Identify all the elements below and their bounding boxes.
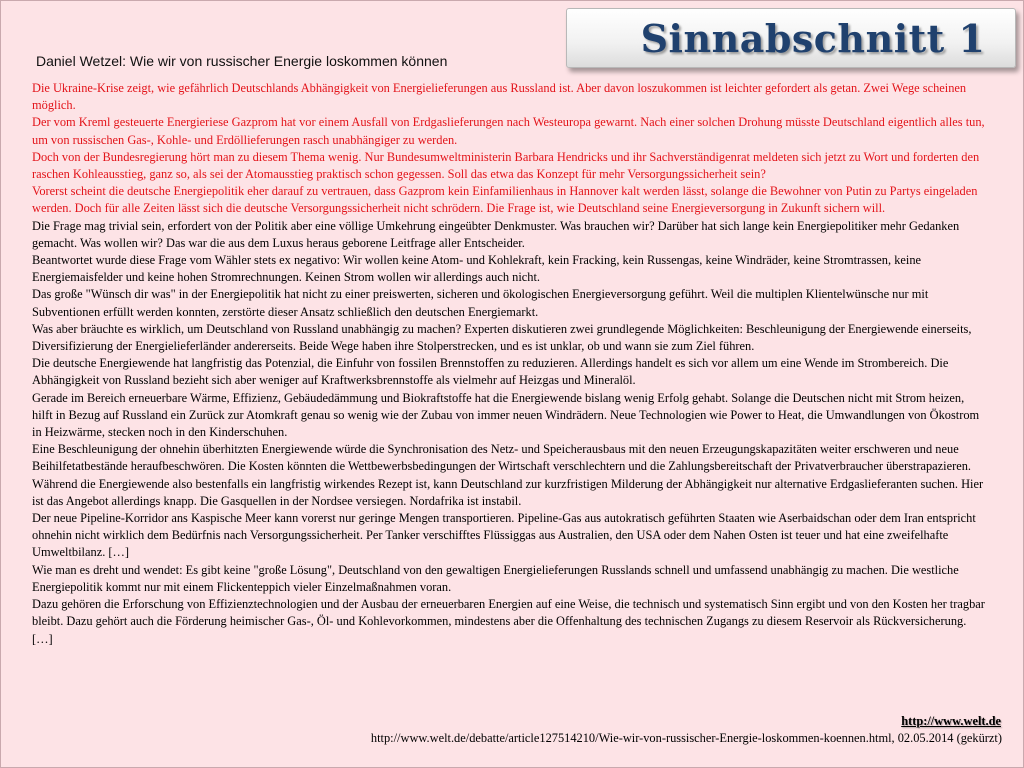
article-paragraph: Dazu gehören die Erforschung von Effizienztechnologien und der Ausbau der erneuerbaren Energien auf eine Weise, die technisch und systematisch Sinn ergibt und von den Kosten her tragbar bleibt. Dazu gehört auch die Förderung heimischer Gas-, Öl- und Kohlevorkommen, mindestens aber die Offenhaltung des technischen Zugangs zu diesem Reservoir als Rückversicherung. […] bbox=[32, 597, 985, 646]
article-paragraph: Vorerst scheint die deutsche Energiepolitik eher darauf zu vertrauen, dass Gazprom kein Einfamilienhaus in Hannover kalt werden lässt, solange die Bewohner von Putin zu Partys eingeladen werden. Doch für alle Zeiten lässt sich die deutsche Versorgungssicherheit nicht schrödern. Die Frage ist, wie Deutschland seine Energieversorgung in Zukunft sichern will. bbox=[32, 184, 978, 216]
title-banner bbox=[566, 8, 1016, 68]
article-paragraph: Wie man es dreht und wendet: Es gibt keine "große Lösung", Deutschland von den gewaltigen Energielieferungen Russlands schnell und umfassend unabhängig zu machen. Die westliche Energiepolitik kommt nur mit einem Flickenteppich vieler Einzelmaßnahmen voran. bbox=[32, 562, 959, 594]
article-text bbox=[32, 80, 987, 648]
article-paragraph: Die deutsche Energiewende hat langfristig das Potenzial, die Einfuhr von fossilen Brennstoffen zu reduzieren. Allerdings handelt es sich vor allem um eine Wende im Strombereich. Die Abhängigkeit von Russland bezieht sich aber weniger auf Kraftwerksbrennstoffe als vielmehr auf Heizgas und Mineralöl. bbox=[32, 356, 949, 388]
article-paragraph: Eine Beschleunigung der ohnehin überhitzten Energiewende würde die Synchronisation des Netz- und Speicherausbaus mit den neuen Erzeugungskapazitäten weiter erschweren und neue Beihilfetatbestände heraufbeschwören. Die Kosten könnten die Wettbewerbsbedingungen der Wirtschaft verschlechtern und die Zahlungsbereitschaft der Privatverbraucher überstrapazieren. bbox=[32, 442, 972, 474]
source-link[interactable]: http://www.welt.de bbox=[901, 714, 1001, 728]
author-line: Daniel Wetzel: Wie wir von russischer Energie loskommen können bbox=[36, 53, 448, 69]
article-paragraph: Die Frage mag trivial sein, erfordert von der Politik aber eine völlige Umkehrung eingeübter Denkmuster. Was brauchen wir? Darüber hat sich lange kein Energiepolitiker mehr Gedanken gemacht. Was wollen wir? Das war die aus dem Luxus heraus geborene Leitfrage aller Entscheider. bbox=[32, 218, 960, 250]
source-citation: http://www.welt.de/debatte/article127514210/Wie-wir-von-russischer-Energie-loskommen-koennen.html, 02.05.2014 (gekürzt) bbox=[370, 731, 1002, 745]
article-paragraph: Was aber bräuchte es wirklich, um Deutschland von Russland unabhängig zu machen? Experten diskutieren zwei grundlegende Möglichkeiten: Beschleunigung der Energiewende einerseits, Diversifizierung der Energielieferländer andererseits. Beide Wege haben ihre Stolperstrecken, und es ist unklar, ob und wann sie zum Ziel führen. bbox=[32, 321, 972, 354]
article-paragraph: Das große "Wünsch dir was" in der Energiepolitik hat nicht zu einer preiswerten, sicheren und ökologischen Energieversorgung geführt. Weil die multiplen Klientelwünsche nur mit Subventionen erfüllt werden konnten, zerstörte dieser Ansatz schließlich den deutschen Energiemarkt. bbox=[32, 287, 929, 319]
slide-title: Sinnabschnitt 1 bbox=[640, 15, 986, 61]
article-paragraph: Doch von der Bundesregierung hört man zu diesem Thema wenig. Nur Bundesumweltministerin Barbara Hendricks und ihr Sachverständigenrat meldeten sich jetzt zu Wort und forderten den raschen Kohleausstieg, ganz so, als sei der Atomausstieg praktisch schon gegessen. Soll das etwa das Konzept für mehr Versorgungssicherheit sein? bbox=[32, 149, 980, 182]
article-paragraph: Während die Energiewende also bestenfalls ein langfristig wirkendes Rezept ist, kann Deutschland zur kurzfristigen Milderung der Abhängigkeit nur alternative Erdgaslieferanten suchen. Hier ist das Angebot allerdings knapp. Die Gasquellen in der Nordsee versiegen. Nordafrika ist instabil. bbox=[32, 476, 984, 508]
article-paragraph: Gerade im Bereich erneuerbare Wärme, Effizienz, Gebäudedämmung und Biokraftstoffe hat die Energiewende bislang wenig Erfolg gehabt. Solange die Deutschen nicht mit Strom heizen, hilft in Bezug auf Russland ein Zurück zur Atomkraft genau so wenig wie der Zubau von immer neuen Windrädern. Neue Technologien wie Power to Heat, die Umwandlungen von Ökostrom in Heizwärme, stecken noch in den Kinderschuhen. bbox=[32, 390, 980, 440]
article-paragraph: Der neue Pipeline-Korridor ans Kaspische Meer kann vorerst nur geringe Mengen transportieren. Pipeline-Gas aus autokratisch geführten Staaten wie Aserbaidschan oder dem Iran entspricht ohnehin nicht wirklich dem Bedürfnis nach Versorgungssicherheit. Per Tanker verschifftes Flüssiggas aus Australien, den USA oder dem Nahen Osten ist teuer und hat eine zweifelhafte Umweltbilanz. […] bbox=[32, 511, 976, 560]
article-paragraph: Die Ukraine-Krise zeigt, wie gefährlich Deutschlands Abhängigkeit von Energielieferungen aus Russland ist. Aber davon loszukommen ist leichter gefordert als getan. Zwei Wege scheinen möglich. bbox=[32, 81, 967, 113]
article-paragraph: Der vom Kreml gesteuerte Energieriese Gazprom hat vor einem Ausfall von Erdgaslieferungen nach Westeuropa gewarnt. Nach einer solchen Drohung müsste Deutschland eigentlich alles tun, um von russischen Gas-, Kohle- und Erdöllieferungen rasch unabhängiger zu werden. bbox=[32, 115, 985, 147]
article-paragraph: Beantwortet wurde diese Frage vom Wähler stets ex negativo: Wir wollen keine Atom- und Kohlekraft, kein Fracking, kein Russengas, keine Windräder, keine Stromtrassen, keine Energiemaisfelder und keine hohen Stromrechnungen. Keinen Strom wollen wir allerdings auch nicht. bbox=[32, 253, 922, 285]
